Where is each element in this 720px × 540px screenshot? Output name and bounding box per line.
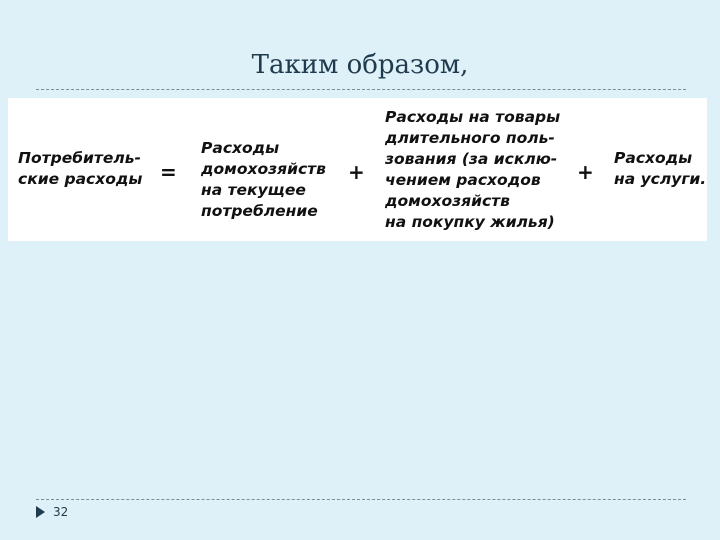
- formula-image: [8, 98, 707, 241]
- bottom-divider: [36, 499, 686, 500]
- formula-term-consumer-expenditure: Потребитель- ские расходы: [18, 149, 143, 188]
- footer: [36, 505, 68, 519]
- top-divider: [36, 89, 686, 90]
- formula-term-current-consumption: Расходы домохозяйств на текущее потребление: [201, 139, 326, 220]
- bullet-arrow-icon: [36, 506, 45, 518]
- page-number: 32: [53, 505, 69, 519]
- formula-term-services: Расходы на услуги.: [614, 149, 707, 188]
- plus-sign-2: +: [577, 160, 594, 184]
- slide-title: Таким образом,: [251, 50, 469, 80]
- plus-sign-1: +: [348, 160, 365, 184]
- formula-term-durable-goods: Расходы на товары длительного поль- зования (за исклю- чением расходов домохозяйств на покупку жилья): [385, 108, 561, 231]
- equals-sign: =: [160, 160, 177, 184]
